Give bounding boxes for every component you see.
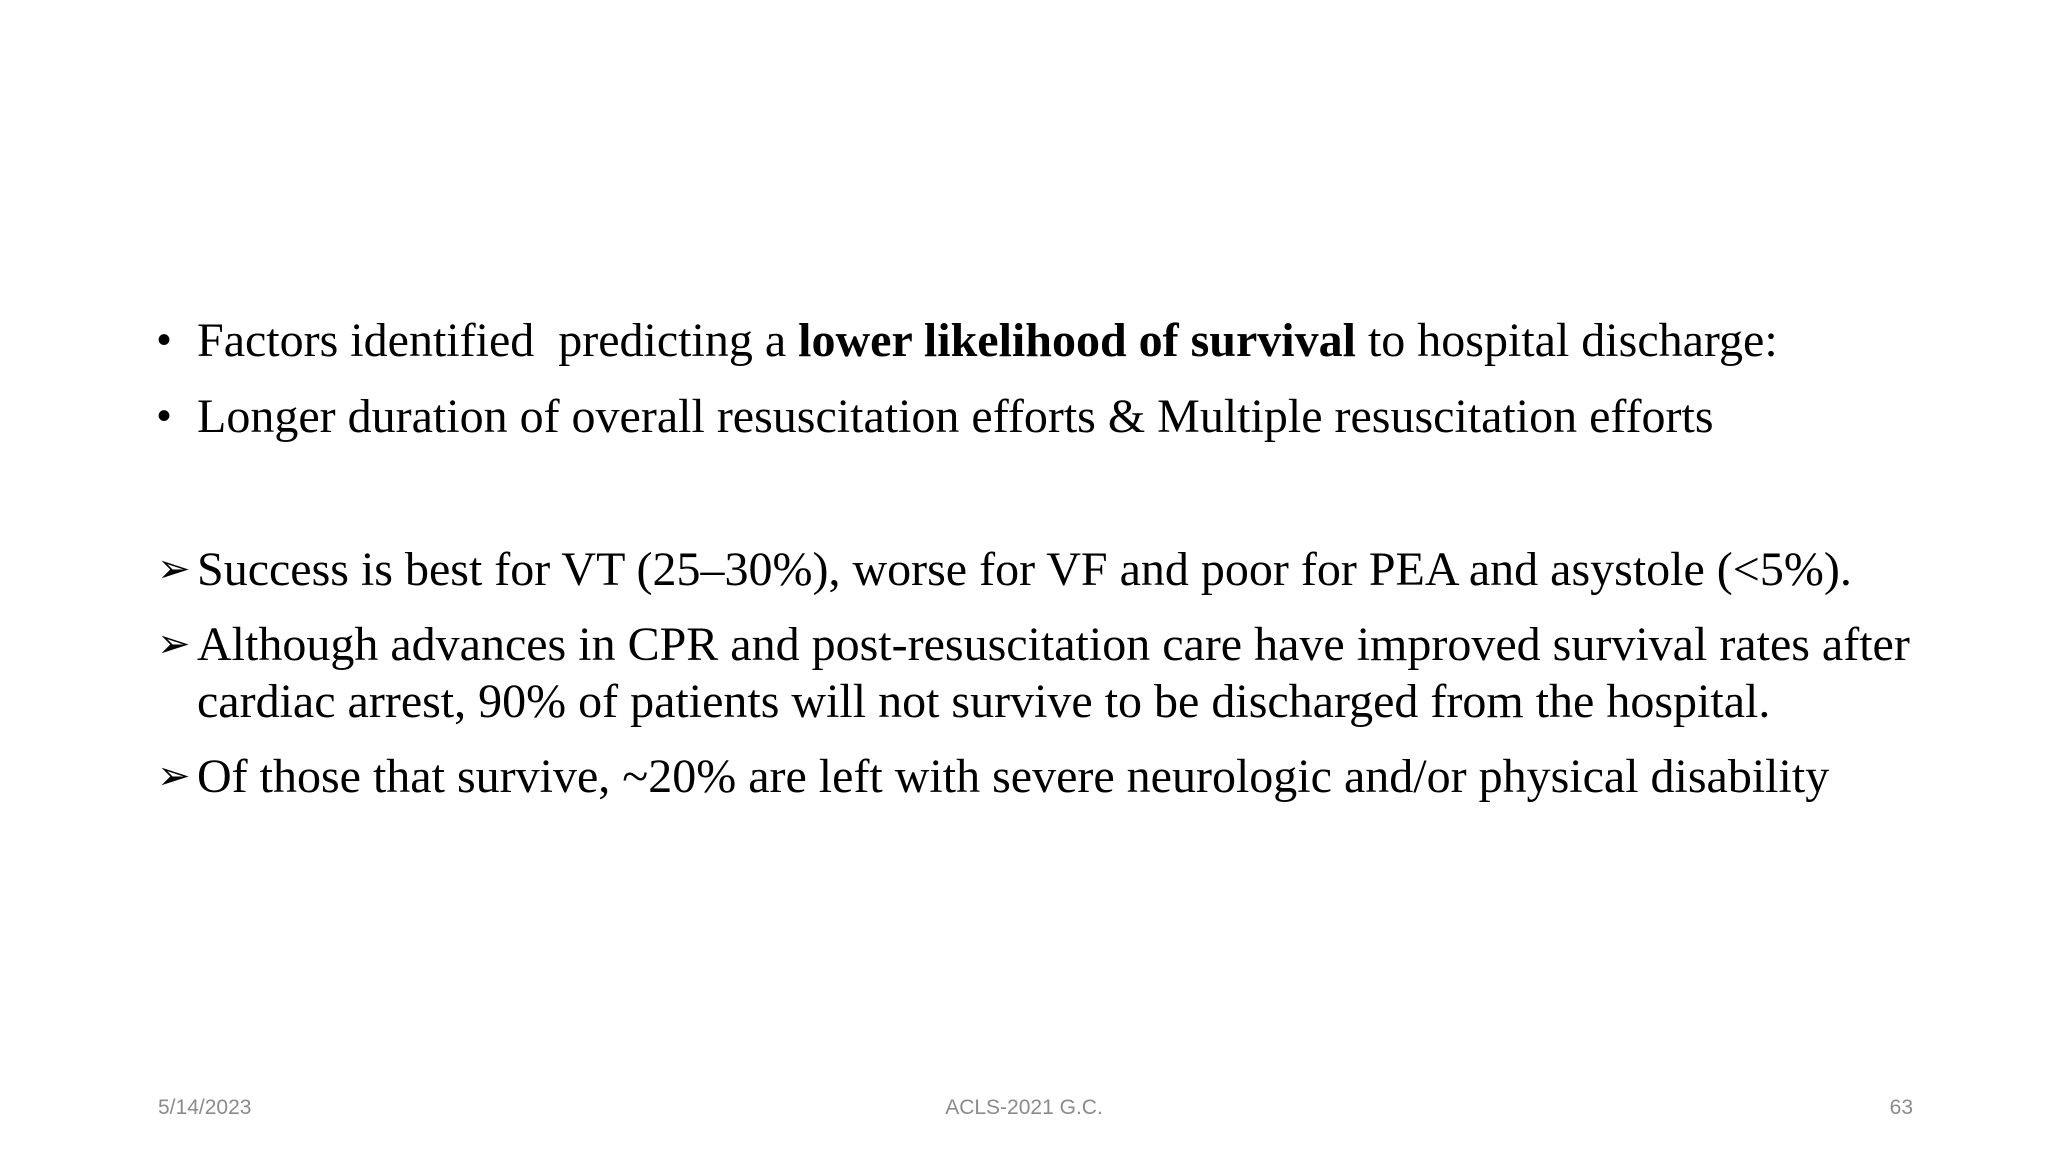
arrow-point-text: Of those that survive, ~20% are left with severe neurologic and/or physical disability (197, 750, 1830, 803)
bullet-item (155, 312, 1915, 369)
bullet-text-post: to hospital discharge: (1355, 314, 1778, 367)
bullet-text: Longer duration of overall resuscitation efforts & Multiple resuscitation efforts (197, 390, 1714, 443)
arrow-point-text: Success is best for VT (25–30%), worse for VF and poor for PEA and asystole (<5%). (197, 543, 1852, 596)
arrow-point (155, 541, 1915, 598)
slide-body (155, 312, 1915, 823)
footer-title: ACLS-2021 G.C. (945, 1096, 1103, 1119)
arrow-bullet-icon: ➢ (157, 546, 191, 592)
bullet-text-bold: lower likelihood of survival (798, 314, 1356, 367)
bullet-item (155, 388, 1915, 445)
arrow-point-text: Although advances in CPR and post-resuscitation care have improved survival rates after cardiac arrest, 90% of patients will not survive to be discharged from the hospital. (197, 618, 1910, 728)
spacer (155, 464, 1915, 541)
bullet-text-pre: Factors identified predicting a (197, 314, 799, 367)
footer-date: 5/14/2023 (158, 1096, 252, 1119)
bullet-dot-icon: • (157, 318, 172, 362)
arrow-point (155, 616, 1915, 730)
arrow-bullet-icon: ➢ (157, 621, 191, 667)
arrow-bullet-icon: ➢ (157, 753, 191, 799)
footer-page-number: 63 (1889, 1096, 1913, 1119)
arrow-point (155, 748, 1915, 805)
bullet-dot-icon: • (157, 394, 172, 438)
